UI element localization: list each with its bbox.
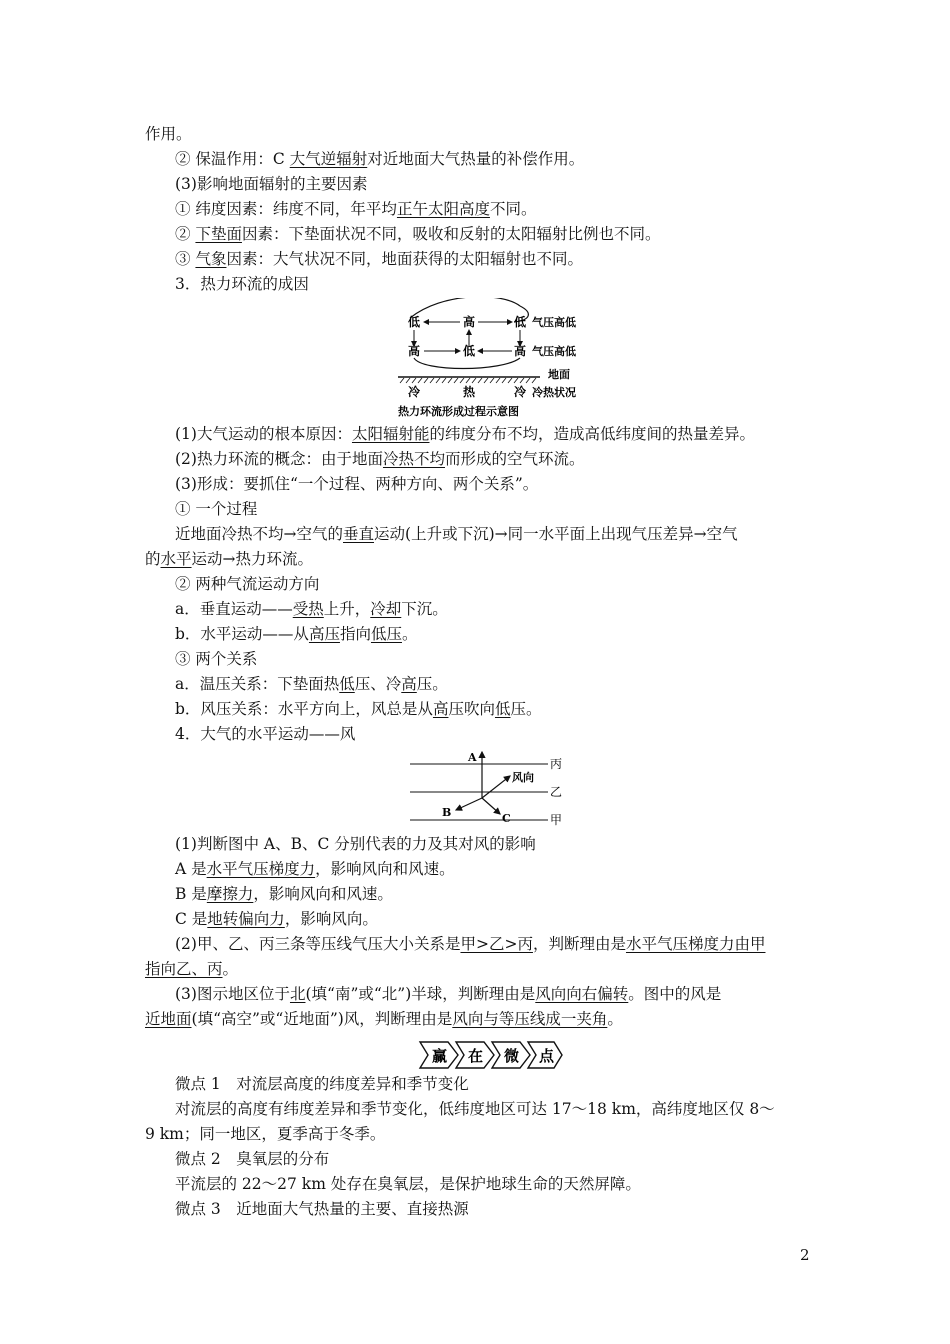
micro-point-heading: 微点 3 近地面大气热量的主要、直接热源 bbox=[175, 1200, 469, 1218]
pressure-label: 高 bbox=[514, 344, 527, 358]
text-line: A 是水平气压梯度力，影响风向和风速。 bbox=[175, 860, 455, 878]
force-b-arrow bbox=[456, 798, 482, 810]
text-line: ③ 气象因素：大气状况不同，地面获得的太阳辐射也不同。 bbox=[175, 250, 583, 268]
text-line: 9 km；同一地区，夏季高于冬季。 bbox=[145, 1125, 386, 1143]
banner-char: 点 bbox=[539, 1047, 555, 1065]
text-line: (3)图示地区位于北(填“南”或“北”)半球，判断理由是风向向右偏转。图中的风是 bbox=[175, 985, 722, 1003]
force-a-label: A bbox=[468, 751, 477, 764]
micro-point-heading: 微点 2 臭氧层的分布 bbox=[175, 1150, 330, 1168]
text-line: (1)大气运动的根本原因：太阳辐射能的纬度分布不均，造成高低纬度间的热量差异。 bbox=[175, 425, 755, 443]
banner-char: 赢 bbox=[432, 1047, 448, 1065]
text-line: 近地面冷热不均→空气的垂直运动(上升或下沉)→同一水平面上出现气压差异→空气 bbox=[175, 525, 738, 543]
text-line: (2)甲、乙、丙三条等压线气压大小关系是甲>乙>丙，判断理由是水平气压梯度力由甲 bbox=[175, 935, 766, 953]
temp-legend: 冷热状况 bbox=[532, 386, 576, 399]
pressure-label: 低 bbox=[408, 315, 421, 329]
top-legend: 气压高低 bbox=[532, 316, 576, 329]
text-line: ③ 两个关系 bbox=[175, 650, 258, 668]
temp-label: 冷 bbox=[514, 385, 527, 399]
text-line: 平流层的 22～27 km 处存在臭氧层，是保护地球生命的天然屏障。 bbox=[175, 1175, 641, 1193]
text-line: ② 下垫面因素：下垫面状况不同，吸收和反射的太阳辐射比例也不同。 bbox=[175, 225, 661, 243]
text-line: (1)判断图中 A、B、C 分别代表的力及其对风的影响 bbox=[175, 835, 536, 853]
page-number: 2 bbox=[800, 1246, 810, 1264]
pressure-label: 低 bbox=[514, 315, 527, 329]
force-c-label: C bbox=[502, 812, 511, 825]
text-line: 对流层的高度有纬度差异和季节变化，低纬度地区可达 17～18 km，高纬度地区仅 8～ bbox=[175, 1100, 775, 1118]
text-line: b．水平运动——从高压指向低压。 bbox=[175, 625, 418, 643]
text-line: ① 纬度因素：纬度不同，年平均正午太阳高度不同。 bbox=[175, 200, 537, 218]
wind-force-figure bbox=[402, 748, 572, 832]
text-line: b．风压关系：水平方向上，风总是从高压吹向低压。 bbox=[175, 700, 542, 718]
section-heading: 4．大气的水平运动——风 bbox=[175, 725, 356, 743]
text-line: 的水平运动→热力环流。 bbox=[145, 550, 314, 568]
isobar-label: 甲 bbox=[550, 813, 563, 827]
text-line: 指向乙、丙。 bbox=[145, 960, 239, 978]
text-line: ② 两种气流运动方向 bbox=[175, 575, 320, 593]
force-c-arrow bbox=[482, 798, 500, 814]
pressure-label: 高 bbox=[408, 344, 421, 358]
isobar-label: 丙 bbox=[550, 757, 563, 771]
thermal-circulation-figure bbox=[392, 298, 622, 422]
micro-point-heading: 微点 1 对流层高度的纬度差异和季节变化 bbox=[175, 1075, 469, 1093]
text-line: ① 一个过程 bbox=[175, 500, 258, 518]
text-line: (3)形成：要抓住“一个过程、两种方向、两个关系”。 bbox=[175, 475, 539, 493]
isobar-label: 乙 bbox=[550, 785, 563, 799]
text-line: B 是摩擦力，影响风向和风速。 bbox=[175, 885, 393, 903]
figure-caption: 热力环流形成过程示意图 bbox=[398, 405, 519, 418]
force-b-label: B bbox=[442, 806, 452, 819]
pressure-label: 低 bbox=[463, 344, 476, 358]
text-line: ② 保温作用：C 大气逆辐射对近地面大气热量的补偿作用。 bbox=[175, 150, 585, 168]
ground-label: 地面 bbox=[548, 368, 570, 381]
section-heading: 3．热力环流的成因 bbox=[175, 275, 309, 293]
pressure-label: 高 bbox=[463, 315, 476, 329]
bottom-legend: 气压高低 bbox=[532, 345, 576, 358]
wind-label: 风向 bbox=[512, 771, 534, 784]
wind-arrow bbox=[482, 776, 510, 798]
banner-char: 在 bbox=[468, 1047, 484, 1065]
text-line: (3)影响地面辐射的主要因素 bbox=[175, 175, 368, 193]
text-line: (2)热力环流的概念：由于地面冷热不均而形成的空气环流。 bbox=[175, 450, 585, 468]
text-line: 作用。 bbox=[145, 125, 192, 143]
temp-label: 冷 bbox=[408, 385, 421, 399]
text-line: C 是地转偏向力，影响风向。 bbox=[175, 910, 378, 928]
text-line: a．垂直运动——受热上升，冷却下沉。 bbox=[175, 600, 448, 618]
text-line: a．温压关系：下垫面热低压、冷高压。 bbox=[175, 675, 448, 693]
banner-char: 微 bbox=[504, 1047, 520, 1065]
section-banner bbox=[418, 1040, 564, 1070]
text-line: 近地面(填“高空”或“近地面”)风，判断理由是风向与等压线成一夹角。 bbox=[145, 1010, 623, 1028]
temp-label: 热 bbox=[463, 385, 476, 399]
